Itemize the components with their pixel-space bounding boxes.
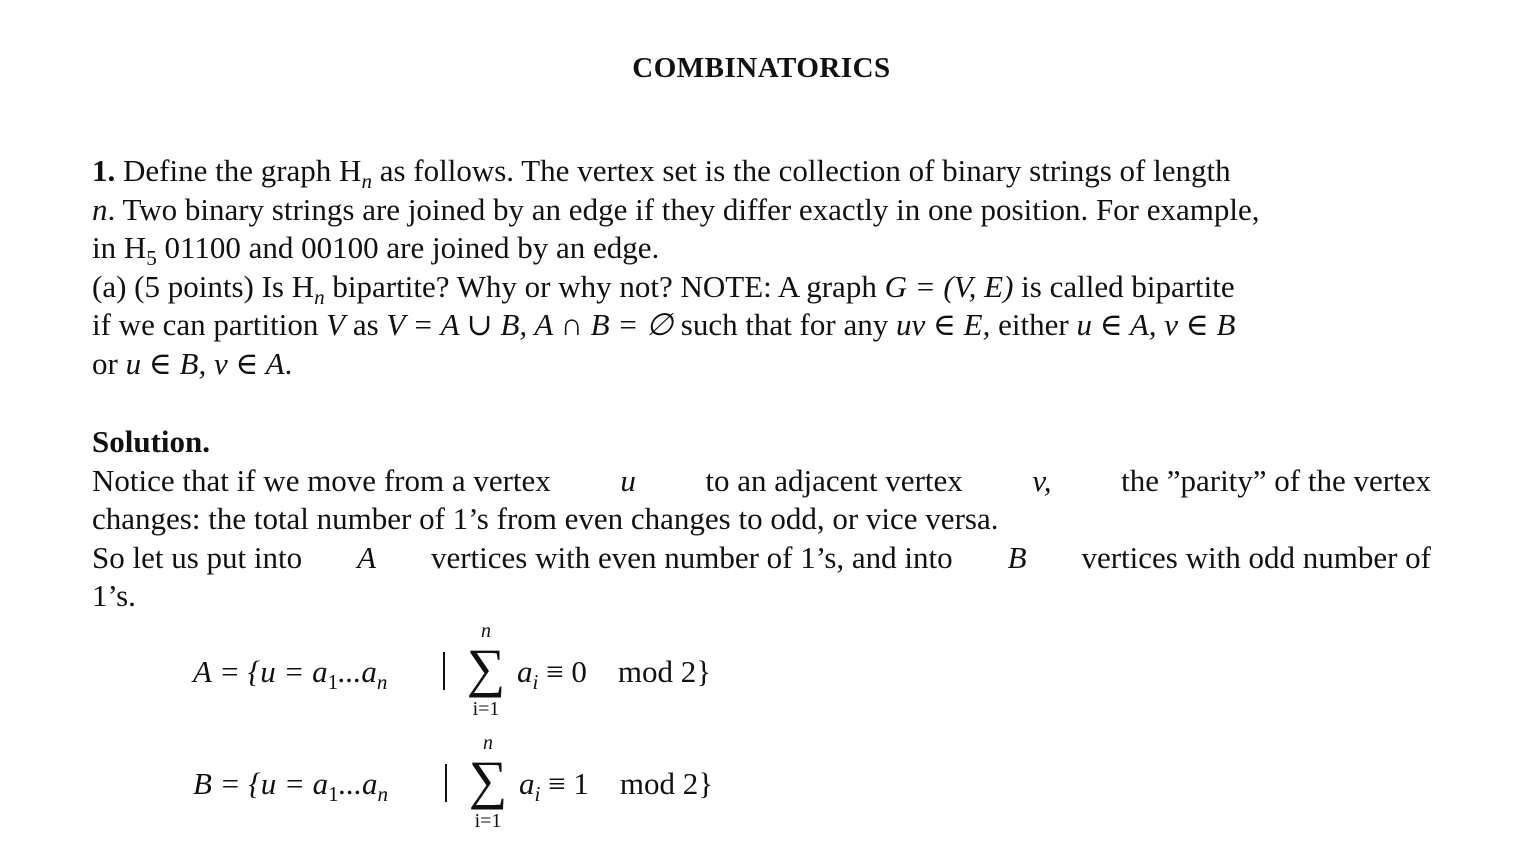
- solution-line-4: 1’s.: [92, 578, 136, 613]
- document-page: COMBINATORICS 1. Define the graph $H_n$ as follows. The vertex set is the collection of binary strings of length n. Two binary strings are joined by an edge if they differ exactly in one position. For example, in $H_5$ 01100 and 00100 are joined by an edge. (a) (5 points) Is $H_n$ bipartite? Why or why not? NOTE: A graph G = (V, E) is called bipartite if we can partition V as V = A ∪ B, A ∩ B = ∅ such that for any uv ∈ E, either u ∈ A, v ∈ B or u ∈ B, v ∈ A. Solution. Notice that if we move from a vertex u to an adjacent vertex v, the ”parity” of the vertex changes: the total number of 1’s from even changes to odd, or vice versa. So let us put into A vertices with even number of 1’s, and into B vertices with odd number of 1’s. $A = \{u = a_1...a_n$ n ∑ i=1 $a_i \equiv 0$ mod 2} $B = \{u = a_1...a_n$ n ∑ i=1 $a_i \equiv 1$ mod 2}: [0, 0, 1539, 833]
- problem-line-1: 1. Define the graph $H_n$ as follows. The vertex set is the collection of binary strings of length: [92, 153, 1231, 194]
- solution-line-3: So let us put into A vertices with even number of 1’s, and into B vertices with odd number of: [92, 539, 1431, 575]
- solution-line-2: changes: the total number of 1’s from even changes to odd, or vice versa.: [92, 501, 999, 536]
- part-a-line-2: if we can partition V as V = A ∪ B, A ∩ B = ∅ such that for any uv ∈ E, either u ∈ A, v ∈ B: [92, 307, 1236, 342]
- part-a-line-1: (a) (5 points) Is $H_n$ bipartite? Why or why not? NOTE: A graph G = (V, E) is called bipartite: [92, 268, 1235, 309]
- part-a-line-3: or u ∈ B, v ∈ A.: [92, 345, 293, 381]
- problem-line-2: n. Two binary strings are joined by an edge if they differ exactly in one position. For example,: [92, 191, 1260, 227]
- solution-heading: Solution.: [92, 424, 211, 459]
- such-that-bar: [443, 652, 445, 690]
- solution-line-1: Notice that if we move from a vertex u to an adjacent vertex v, the ”parity” of the vertex: [92, 462, 1431, 498]
- problem-line-3: in $H_5$ 01100 and 00100 are joined by an edge.: [92, 230, 660, 271]
- problem-statement: [92, 152, 1431, 383]
- solution-section: [92, 423, 1431, 616]
- such-that-bar: [445, 764, 447, 802]
- document-title: COMBINATORICS: [632, 52, 891, 84]
- problem-number: 1.: [92, 153, 116, 188]
